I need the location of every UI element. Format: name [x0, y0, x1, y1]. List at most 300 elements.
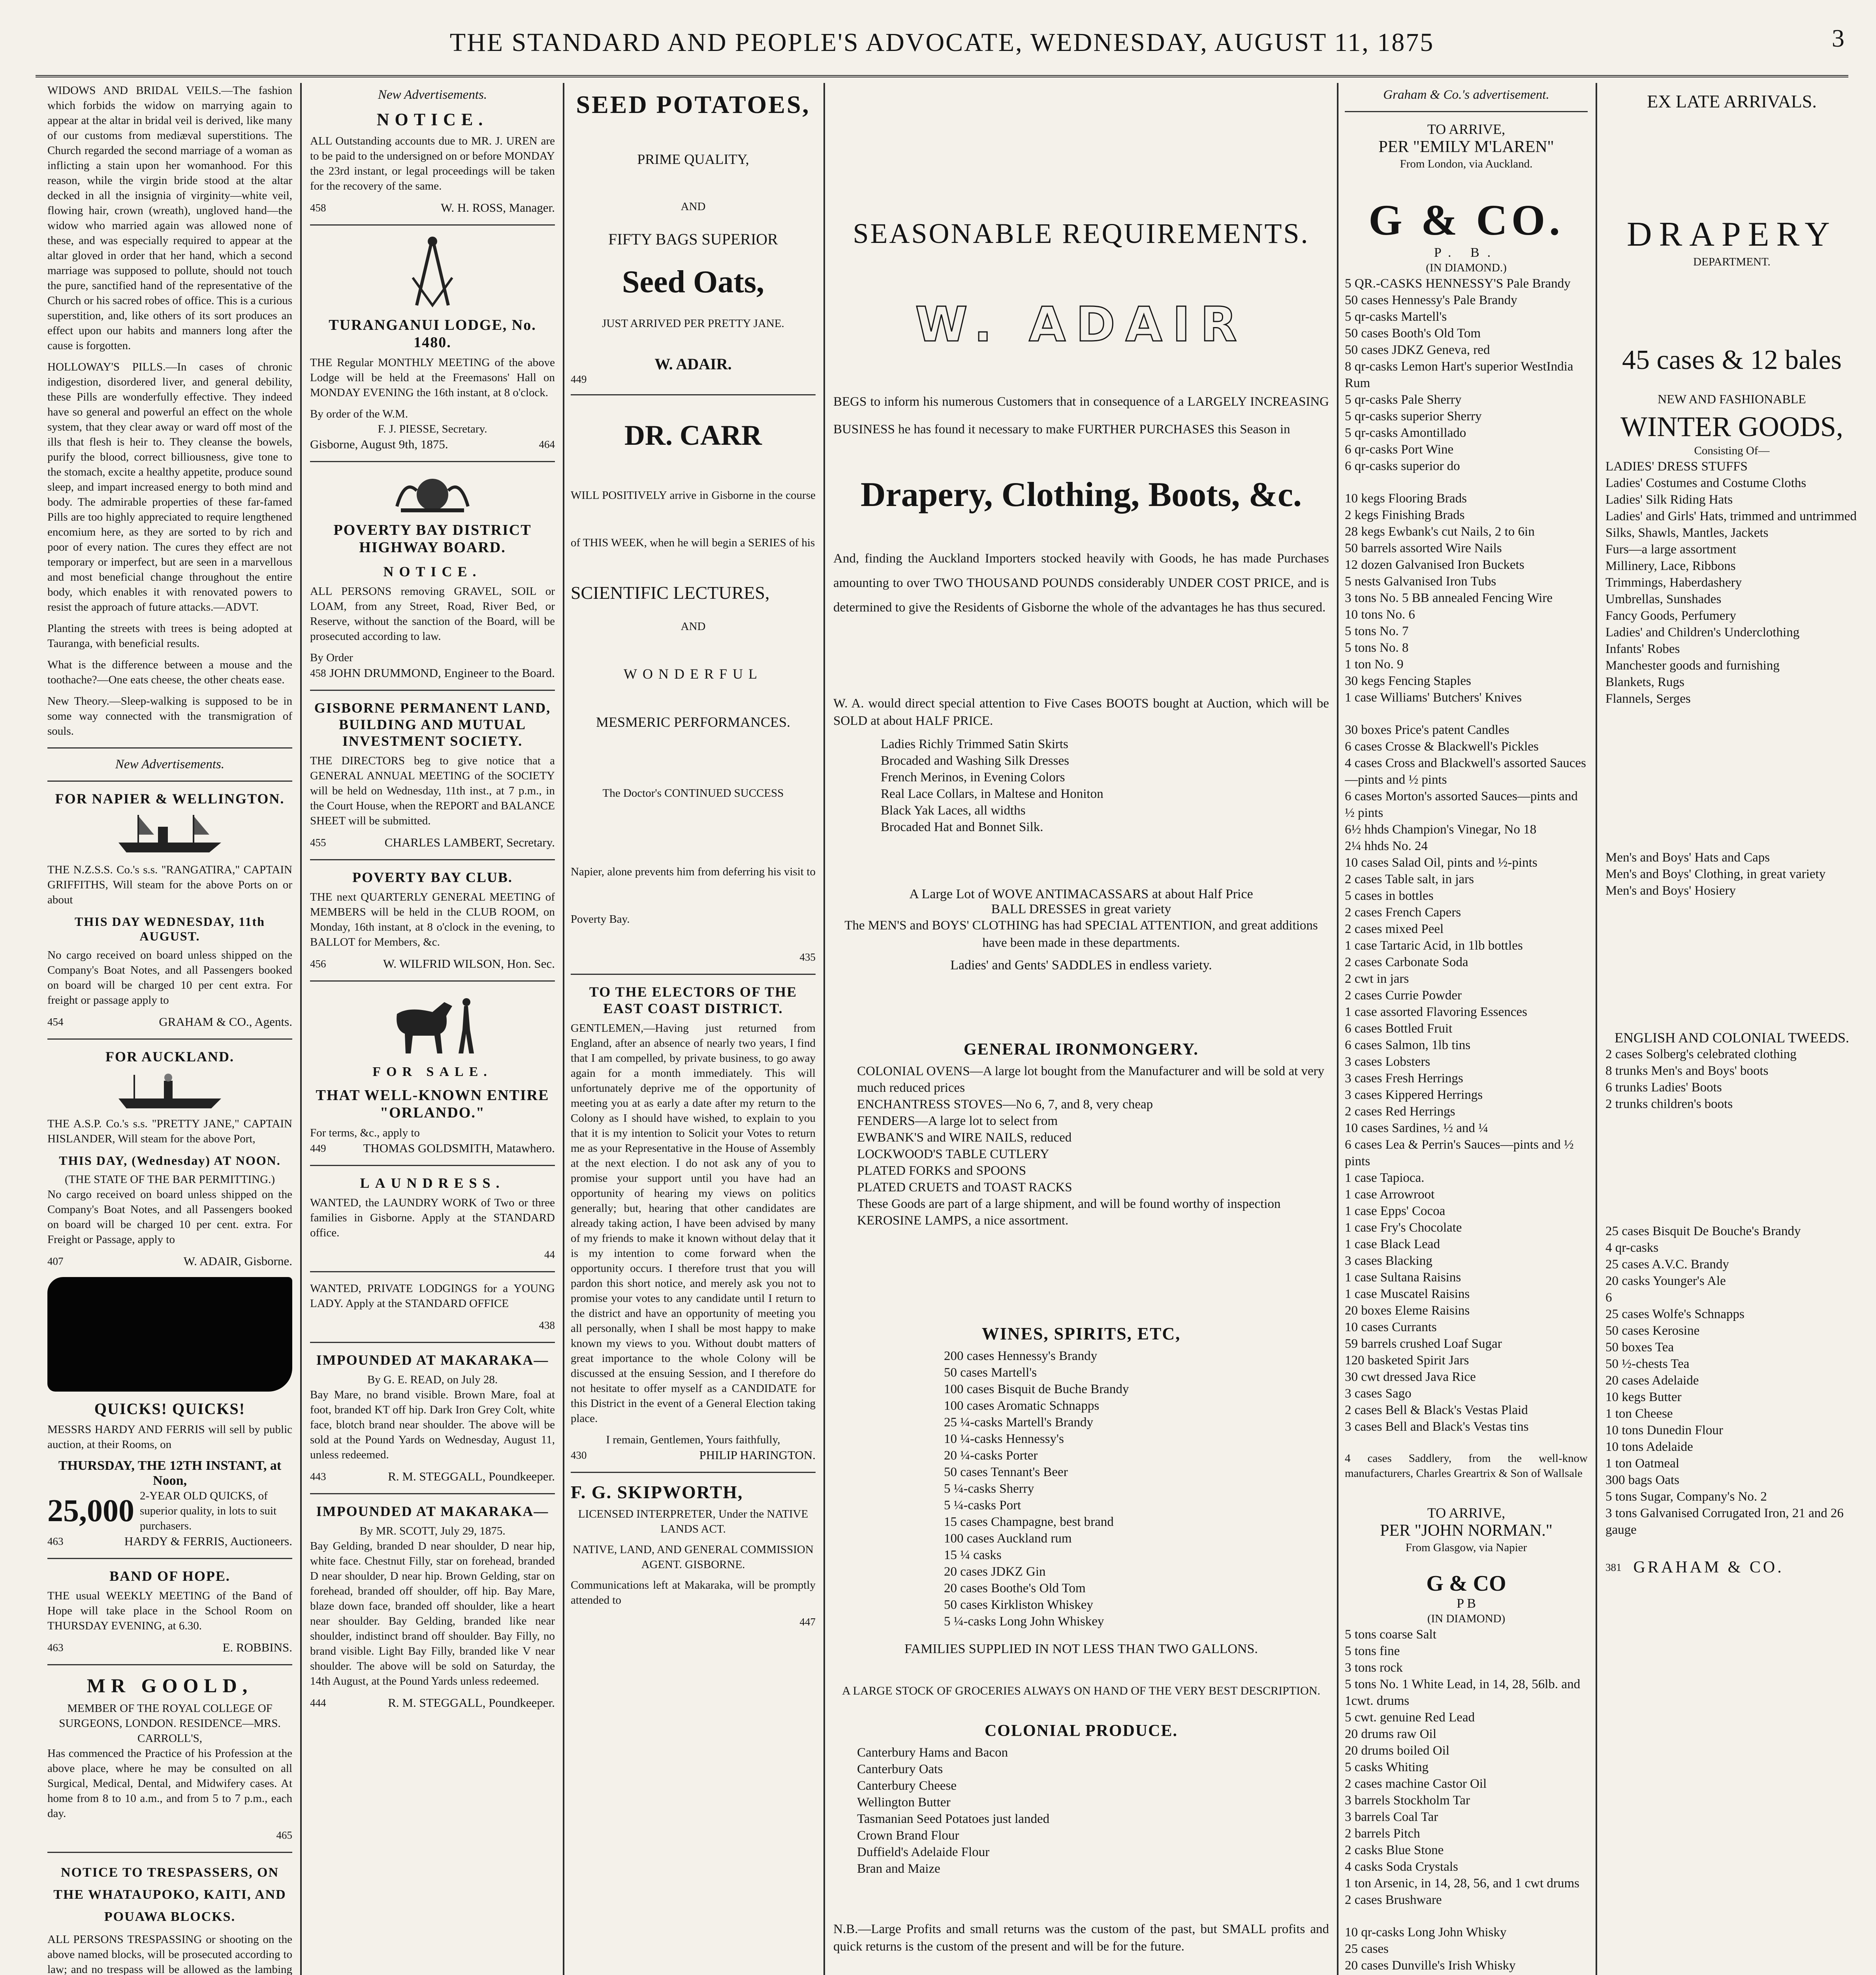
graham-pb: P. B.: [1434, 245, 1499, 260]
list-item: 5 tons No. 1 White Lead, in 14, 28, 56lb. and 1cwt. drums: [1345, 1677, 1581, 1708]
saddlery-text: 4 cases Saddlery, from the well-know manufacturers, Charles Greartrix & Son of Wallsale: [1345, 1452, 1588, 1480]
list-item: These Goods are part of a large shipment, and will be found worthy of inspection: [857, 1197, 1281, 1211]
column-4: [833, 83, 1329, 1975]
new-fashionable: NEW AND FASHIONABLE: [1658, 392, 1806, 406]
list-item: Men's and Boys' Hats and Caps: [1605, 850, 1770, 865]
hope-sign: E. ROBBINS.: [222, 1640, 292, 1654]
list-item: FENDERS—A large lot to select from: [857, 1114, 1058, 1128]
seed-and: AND: [680, 200, 706, 213]
consisting-of: Consisting Of—: [1694, 444, 1770, 457]
list-item: 50 cases Tennant's Beer: [944, 1465, 1068, 1479]
article-theory: New Theory.—Sleep-walking is supposed to be in some way connected with the transmigration of souls.: [47, 695, 292, 737]
auckland-bar: (THE STATE OF THE BAR PERMITTING.): [64, 1173, 275, 1186]
auckland-heading: FOR AUCKLAND.: [105, 1049, 234, 1065]
list-item: 1 case assorted Flavoring Essences: [1345, 1005, 1527, 1019]
list-item: 1 case Tartaric Acid, in 1lb bottles: [1345, 939, 1523, 953]
tweeds-list: [1605, 1046, 1858, 1112]
list-item: 5 qr-casks superior Sherry: [1345, 409, 1482, 423]
quicks-body: MESSRS HARDY AND FERRIS will sell by public auction, at their Rooms, on: [47, 1423, 292, 1451]
list-item: 1 case Epps' Cocoa: [1345, 1204, 1446, 1218]
tweeds-heading: ENGLISH AND COLONIAL TWEEDS.: [1615, 1030, 1849, 1046]
list-item: 6 qr-casks Port Wine: [1345, 442, 1454, 457]
column-rule: [823, 83, 825, 1975]
list-item: 1 case Muscatel Raisins: [1345, 1287, 1470, 1301]
oils-list: [1345, 1626, 1588, 1908]
list-item: 5 tons No. 7: [1345, 624, 1409, 638]
impound2-body: Bay Gelding, branded D near shoulder, D near hip, white face. Chestnut Filly, star on forehead, branded D near shoulder, D near hip. Brown Gelding, star on forehead, branded off shoulder, off hip. Bay Mare, blaze down face, branded off shoulder, like a heart near shoulder. Bay Gelding, branded like near shoulder, indistinct brand off shoulder. Bay Filly, no brand visible. Light Bay Filly, branded like V near shoulder. The above will be sold on Saturday, the 14th August, at the Pound Yards unless redeemed.: [310, 1540, 555, 1687]
ink-blot: [47, 1277, 292, 1392]
ad-number: 44: [544, 1249, 555, 1260]
graham-pb: P B: [1457, 1596, 1476, 1611]
list-item: Wellington Butter: [857, 1795, 951, 1809]
spirits-list: [1345, 275, 1588, 474]
graham-diamond: (IN DIAMOND): [1427, 1612, 1506, 1625]
masthead-title: THE STANDARD AND PEOPLE'S ADVOCATE, WEDNESDAY, AUGUST 11, 1875: [449, 28, 1434, 57]
clothing-text: The MEN'S and BOYS' CLOTHING has had SPECIAL ATTENTION, and great additions have been made in these departments.: [844, 918, 1318, 950]
list-item: Duffield's Adelaide Flour: [857, 1845, 990, 1859]
list-item: 10 tons Adelaide: [1605, 1440, 1693, 1454]
auckland-note: No cargo received on board unless shipped on the Company's Boat Notes, and all Passengers booked on board will be charged 10 per cent. extra. For Freight or Passage, apply to: [47, 1188, 292, 1246]
ad-number: 447: [799, 1616, 816, 1628]
list-item: 8 qr-casks Lemon Hart's superior WestIndia Rum: [1345, 359, 1573, 390]
ship-name: PER "EMILY M'LAREN": [1378, 138, 1554, 156]
drapery-list: [1605, 458, 1858, 707]
antimacassar-text: A Large Lot of WOVE ANTIMACASSARS at about Half Price: [909, 887, 1253, 901]
list-item: 5 casks Whiting: [1345, 1760, 1429, 1774]
ad-number: 463: [47, 1535, 64, 1547]
cases-heading: 45 cases & 12 bales: [1622, 345, 1842, 375]
list-item: 3 cases Fresh Herrings: [1345, 1071, 1463, 1085]
ironmongery-heading: GENERAL IRONMONGERY.: [964, 1040, 1199, 1059]
article-mouse: What is the difference between a mouse and the toothache?—One eats cheese, the other cheats ease.: [47, 658, 292, 686]
ad-number: 464: [539, 438, 555, 450]
board-body: ALL PERSONS removing GRAVEL, SOIL or LOAM, from any Street, Road, River Bed, or Reserve, without the sanction of the Board, will be prosecuted according to law.: [310, 585, 555, 643]
list-item: 20 ¼-casks Porter: [944, 1448, 1038, 1463]
lodge-by: By order of the W.M.: [310, 408, 408, 420]
list-item: Bran and Maize: [857, 1862, 940, 1876]
napier-body: THE N.Z.S.S. Co.'s s.s. "RANGATIRA," CAPTAIN GRIFFITHS, Will steam for the above Ports on or about: [47, 863, 292, 906]
seed-quality: PRIME QUALITY,: [637, 151, 749, 167]
graham-logo: G & CO: [1426, 1571, 1506, 1596]
mens-list: [1605, 849, 1858, 899]
list-item: 10 qr-casks Long John Whisky: [1345, 1925, 1507, 1939]
list-item: 8 trunks Men's and Boys' boots: [1605, 1064, 1769, 1078]
ad-number: 458: [310, 202, 326, 214]
list-item: Real Lace Collars, in Maltese and Honiton: [881, 787, 1103, 801]
ship-name: PER "JOHN NORMAN.": [1380, 1522, 1553, 1540]
carr-and: AND: [680, 620, 706, 633]
list-item: 20 cases Adelaide: [1605, 1373, 1699, 1388]
list-item: 3 tons rock: [1345, 1661, 1403, 1675]
list-item: 3 barrels Stockholm Tar: [1345, 1793, 1470, 1808]
list-item: Ladies' and Children's Underclothing: [1605, 625, 1800, 640]
list-item: Infants' Robes: [1605, 642, 1680, 656]
graham-header: Graham & Co.'s advertisement.: [1383, 88, 1549, 102]
list-item: 6 cases Bottled Fruit: [1345, 1021, 1453, 1036]
list-item: 5 QR.-CASKS HENNESSY'S Pale Brandy: [1345, 276, 1571, 291]
list-item: 3 cases Kippered Herrings: [1345, 1088, 1483, 1102]
list-item: 4 qr-casks: [1605, 1241, 1659, 1255]
graham-diamond: (IN DIAMOND.): [1426, 261, 1507, 274]
list-item: 50 cases Martell's: [944, 1366, 1037, 1380]
adair-logo: W. ADAIR: [915, 297, 1247, 352]
column-rule: [563, 83, 564, 1975]
list-item: 6 cases Morton's assorted Sauces—pints and ½ pints: [1345, 789, 1578, 820]
arrivals-heading: EX LATE ARRIVALS.: [1647, 91, 1817, 111]
list-item: 50 cases Hennessy's Pale Brandy: [1345, 293, 1517, 307]
article-planting: Planting the streets with trees is being adopted at Tauranga, with beneficial results.: [47, 622, 292, 650]
list-item: 50 barrels assorted Wire Nails: [1345, 541, 1502, 555]
hope-heading: BAND OF HOPE.: [109, 1568, 230, 1584]
list-item: 2 kegs Finishing Brads: [1345, 508, 1465, 522]
list-item: Canterbury Hams and Bacon: [857, 1746, 1008, 1760]
board-heading: POVERTY BAY DISTRICT HIGHWAY BOARD.: [333, 522, 532, 556]
list-item: 10 tons Dunedin Flour: [1605, 1423, 1723, 1437]
list-item: 2 cases Solberg's celebrated clothing: [1605, 1047, 1797, 1061]
list-item: 100 cases Bisquit de Buche Brandy: [944, 1382, 1129, 1396]
list-item: LADIES' DRESS STUFFS: [1605, 459, 1748, 474]
list-item: 5 qr-casks Martell's: [1345, 310, 1447, 324]
article-widows: WIDOWS AND BRIDAL VEILS.—The fashion which forbids the widow on marrying again to appear at the altar in bridal veil is derived, like many of our customs from mediæval superstitions. The Church regarded the second marriage of a woman as inflicting a stain upon her womanhood. For this reason, while the virgin bride stood at the altar decked in all the insignia of virginity—white veil, flowing hair, crown (wreath), ungloved hand—the widow who married again was allowed none of these, and was especially required to appear at the altar gloved in order that her hand, which a second marriage was supposed to pollute, should not touch the pure, sanctified hand of the representative of the Church or his sacred robes of office. This is a curious superstition, and, like others of its sort produces an effect upon our habits and manners long after the cause is forgotten.: [47, 84, 292, 352]
column-3: [571, 83, 816, 1975]
auckland-date: THIS DAY, (Wednesday) AT NOON.: [59, 1153, 281, 1168]
new-ads-heading: New Advertisements.: [115, 757, 225, 771]
list-item: 6 cases Salmon, 1lb tins: [1345, 1038, 1471, 1052]
ad-number: 435: [799, 951, 816, 963]
board-by: By Order: [310, 651, 353, 664]
whisky-list: [1345, 1924, 1588, 1975]
list-item: 50 cases JDKZ Geneva, red: [1345, 343, 1490, 357]
seed-arrived: JUST ARRIVED PER PRETTY JANE.: [602, 317, 784, 330]
ad-number: 438: [539, 1319, 555, 1331]
masonic-emblem-icon: [409, 234, 456, 309]
list-item: Men's and Boys' Hosiery: [1605, 884, 1736, 898]
wines-heading: WINES, SPIRITS, ETC,: [981, 1324, 1181, 1343]
napier-heading: FOR NAPIER & WELLINGTON.: [55, 791, 285, 807]
list-item: 5 tons No. 8: [1345, 641, 1409, 655]
list-item: 5 ¼-casks Port: [944, 1498, 1021, 1512]
ad-number: 456: [310, 958, 326, 970]
impound1-sign: R. M. STEGGALL, Poundkeeper.: [388, 1469, 555, 1483]
notice-body: ALL Outstanding accounts due to MR. J. UREN are to be paid to the undersigned on or before MONDAY the 23rd instant, or legal proceedings will be taken for the recovery of the same.: [310, 135, 555, 192]
list-item: 50 ½-chests Tea: [1605, 1357, 1690, 1371]
list-item: 28 kegs Ewbank's cut Nails, 2 to 6in: [1345, 525, 1535, 539]
department-heading: DEPARTMENT.: [1693, 256, 1771, 268]
list-item: 2 barrels Pitch: [1345, 1826, 1420, 1841]
ad-number: 381: [1605, 1561, 1622, 1573]
auckland-purchase: And, finding the Auckland Importers stocked heavily with Goods, he has made Purchases amounting to over TWO THOUSAND POUNDS considerably UNDER COST PRICE, and is determined to give the Residents of Gisborne the whole of the advantages he has thus secured.: [833, 551, 1329, 615]
list-item: 25 cases A.V.C. Brandy: [1605, 1257, 1729, 1272]
quicks-date: THURSDAY, THE 12TH INSTANT, at Noon,: [58, 1458, 282, 1488]
list-item: 1 ton Cheese: [1605, 1407, 1673, 1421]
goold-heading: MR GOOLD,: [86, 1674, 253, 1697]
list-item: 2 cases Brushware: [1345, 1893, 1442, 1907]
list-item: 1 case Black Lead: [1345, 1237, 1440, 1251]
impound2-heading: IMPOUNDED AT MAKARAKA—: [316, 1503, 549, 1519]
seed-heading: SEED POTATOES,: [576, 90, 810, 118]
list-item: 59 barrels crushed Loaf Sugar: [1345, 1337, 1502, 1351]
list-item: 10 ¼-casks Hennessy's: [944, 1432, 1064, 1446]
lodgings-body: WANTED, PRIVATE LODGINGS for a YOUNG LADY. Apply at the STANDARD OFFICE: [310, 1282, 555, 1310]
board-sign: JOHN DRUMMOND, Engineer to the Board.: [329, 666, 555, 680]
groceries-text: A LARGE STOCK OF GROCERIES ALWAYS ON HAND OF THE VERY BEST DESCRIPTION.: [842, 1684, 1320, 1697]
winter-goods: WINTER GOODS,: [1620, 411, 1843, 442]
list-item: Furs—a large assortment: [1605, 542, 1737, 557]
seed-sign: W. ADAIR.: [654, 355, 732, 373]
list-item: 1 ton Oatmeal: [1605, 1456, 1679, 1471]
electors-body: GENTLEMEN,—Having just returned from England, after an absence of nearly two years, I find that I am compelled, by private business, to go away again for a month immediately. This will unfortunately deprive me of the opportunity of meeting you at as early a date after my return to the Colony as I should have wished, to explain to you that it is my intention to Solicit your Votes to return me as your Representative in the House of Assembly at the next election. I do not ask any of you to promise your support until you have had an opportunity of hearing my views on politics generally; but, hearing that other candidates are already taking action, I have been advised by many of my friends to make it known without delay that it is my intention to come forward when the opportunity occurs. I therefore trust that you will pardon this short notice, and merely ask you not to promise your votes to any candidate until I return to the district and have an opportunity of meeting you all personally, when I shall be most happy to make known my views to you. Without doubt matters of great importance to the whole Colony will be discussed at the ensuing Session, and I therefore do not hesitate to offer myself as a CANDIDATE for this District in the event of a General Election taking place.: [571, 1022, 816, 1425]
list-item: 5 cwt. genuine Red Lead: [1345, 1710, 1475, 1725]
list-item: Canterbury Cheese: [857, 1779, 957, 1793]
steamship-icon: [111, 811, 229, 858]
list-item: KEROSINE LAMPS, a nice assortment.: [857, 1213, 1069, 1228]
list-item: 5 ¼-casks Long John Whiskey: [944, 1614, 1104, 1629]
napier-sign: GRAHAM & CO., Agents.: [159, 1015, 292, 1029]
sale-body: THAT WELL-KNOWN ENTIRE "ORLANDO.": [316, 1087, 549, 1121]
list-item: Black Yak Laces, all widths: [881, 803, 1026, 818]
impound2-sign: R. M. STEGGALL, Poundkeeper.: [388, 1696, 555, 1710]
list-item: 100 cases Aromatic Schnapps: [944, 1399, 1100, 1413]
lodge-date: Gisborne, August 9th, 1875.: [310, 437, 448, 451]
list-item: 1 case Fry's Chocolate: [1345, 1221, 1462, 1235]
column-5: [1345, 83, 1588, 1975]
list-item: Flannels, Serges: [1605, 692, 1691, 706]
list-item: Silks, Shawls, Mantles, Jackets: [1605, 526, 1769, 540]
list-item: 10 kegs Flooring Brads: [1345, 491, 1467, 506]
list-item: 30 cwt dressed Java Rice: [1345, 1370, 1476, 1384]
list-item: 5 nests Galvanised Iron Tubs: [1345, 574, 1496, 589]
list-item: 3 cases Lobsters: [1345, 1055, 1430, 1069]
list-item: 10 kegs Butter: [1605, 1390, 1682, 1404]
drapery-heading: DRAPERY: [1627, 215, 1837, 254]
column-rule: [1337, 83, 1338, 1975]
skip-agent: NATIVE, LAND, AND GENERAL COMMISSION AGENT. GISBORNE.: [573, 1543, 814, 1571]
list-item: 2 cases French Capers: [1345, 905, 1461, 920]
sale-sign: THOMAS GOLDSMITH, Matawhero.: [363, 1141, 555, 1155]
notice-heading: NOTICE.: [376, 110, 489, 129]
list-item: 20 cases Boothe's Old Tom: [944, 1581, 1086, 1595]
trespass-heading: NOTICE TO TRESPASSERS, ON THE WHATAUPOKO, KAITI, AND POUAWA BLOCKS.: [53, 1865, 286, 1924]
trespass-body: ALL PERSONS TRESPASSING or shooting on the above named blocks, will be prosecuted according to law; and no trespass will be allowed as the lambing: [47, 1933, 292, 1975]
families-text: FAMILIES SUPPLIED IN NOT LESS THAN TWO GALLONS.: [904, 1642, 1258, 1656]
list-item: Ladies' Silk Riding Hats: [1605, 493, 1733, 507]
list-item: 6 cases Lea & Perrin's Sauces—pints and ½ pints: [1345, 1138, 1574, 1168]
ad-number: 443: [310, 1471, 326, 1482]
impound1-by: By G. E. READ, on July 28.: [367, 1373, 498, 1386]
society-heading: GISBORNE PERMANENT LAND, BUILDING AND MUTUAL INVESTMENT SOCIETY.: [314, 700, 551, 749]
list-item: 2 casks Blue Stone: [1345, 1843, 1444, 1857]
carr-heading: DR. CARR: [624, 419, 762, 451]
seasonable-heading: SEASONABLE REQUIREMENTS.: [853, 218, 1310, 249]
list-item: 5 tons coarse Salt: [1345, 1627, 1436, 1642]
steamship-icon: [111, 1069, 229, 1112]
lodge-sign: F. J. PIESSE, Secretary.: [378, 423, 487, 435]
goold-body: Has commenced the Practice of his Profession at the above place, where he may be consulted on all Surgical, Medical, Dental, and Midwifery cases. At home from 8 to 10 a.m., and from 5 to 7 p.m., each day.: [47, 1747, 292, 1820]
column-rule: [300, 83, 302, 1975]
column-rule: [1596, 83, 1597, 1975]
list-item: 3 cases Bell and Black's Vestas tins: [1345, 1420, 1529, 1434]
list-item: Brocaded and Washing Silk Dresses: [881, 754, 1069, 768]
list-item: 4 cases Cross and Blackwell's assorted Sauces—pints and ½ pints: [1345, 756, 1586, 787]
list-item: 5 qr-casks Amontillado: [1345, 426, 1466, 440]
laundress-heading: LAUNDRESS.: [360, 1175, 505, 1191]
list-item: 30 boxes Price's patent Candles: [1345, 723, 1509, 737]
list-item: ENCHANTRESS STOVES—No 6, 7, and 8, very cheap: [857, 1097, 1153, 1112]
list-item: 5 qr-casks Pale Sherry: [1345, 393, 1462, 407]
list-item: Ladies Richly Trimmed Satin Skirts: [881, 737, 1068, 751]
colonial-heading: COLONIAL PRODUCE.: [984, 1722, 1178, 1740]
list-item: Millinery, Lace, Ribbons: [1605, 559, 1736, 573]
electors-heading: TO THE ELECTORS OF THE EAST COAST DISTRICT.: [589, 984, 797, 1016]
list-item: 2 cases Currie Powder: [1345, 988, 1462, 1003]
auckland-body: THE A.S.P. Co.'s s.s. "PRETTY JANE," CAPTAIN HISLANDER, Will steam for the above Port,: [47, 1117, 292, 1145]
groceries-list: [1345, 722, 1588, 1435]
list-item: PLATED FORKS and SPOONS: [857, 1164, 1026, 1178]
ironmongery-list: [833, 1063, 1329, 1229]
quicks-quantity: 25,000: [47, 1493, 134, 1528]
society-sign: CHARLES LAMBERT, Secretary.: [384, 835, 555, 849]
list-item: 6 cases Crosse & Blackwell's Pickles: [1345, 739, 1539, 754]
list-item: 2 cases Red Herrings: [1345, 1104, 1455, 1119]
list-item: 100 cases Auckland rum: [944, 1531, 1072, 1546]
society-body: THE DIRECTORS beg to give notice that a GENERAL ANNUAL MEETING of the SOCIETY will be held on Wednesday, 11th inst., at 7 p.m., in the Court House, when the REPORT and BALANCE SHEET will be submitted.: [310, 754, 555, 827]
article-holloway: HOLLOWAY'S PILLS.—In cases of chronic indigestion, disordered liver, and general debility, these Pills are wonderfully effective. They indeed have so general and powerful an effect on the whole system, that they clear away or ward off most of the ills that flesh is heir to. They cleanse the bowels, purify the blood, correct billiousness, give tone to the stomach, excite a healthy appetite, produce sound sleep, and impart increased energy to both mind and body. The admirable properties of these far-famed Pills are too highly appreciated to require lengthened encomium here, as they are sorted to by rich and poor of every nation. The cures they effect are not temporary or imperfect, but are seen in a marvellous and most beneficial change throughout the entire body, which enables it with renovated powers to resist the approach of future attacks.—ADVT.: [47, 361, 292, 613]
ad-number: 444: [310, 1697, 326, 1709]
electors-sign: PHILIP HARINGTON.: [699, 1448, 816, 1462]
list-item: 2¼ hhds No. 24: [1345, 839, 1428, 853]
column-6: [1605, 83, 1858, 1975]
ad-number: 458: [310, 667, 326, 679]
list-item: 5 tons Sugar, Company's No. 2: [1605, 1490, 1767, 1504]
napier-note: No cargo received on board unless shipped on the Company's Boat Notes, and all Passengers booked on board will be charged 10 per cent extra. For freight or passage apply to: [47, 949, 292, 1006]
sale-heading: FOR SALE.: [372, 1065, 492, 1079]
list-item: 25 ¼-casks Martell's Brandy: [944, 1415, 1094, 1430]
list-item: 50 cases Kerosine: [1605, 1324, 1700, 1338]
notice-sign: W. H. ROSS, Manager.: [440, 201, 555, 214]
list-item: 3 barrels Coal Tar: [1345, 1810, 1438, 1824]
list-item: 1 case Sultana Raisins: [1345, 1270, 1461, 1285]
lodge-body: THE Regular MONTHLY MEETING of the above Lodge will be held at the Freemasons' Hall on MONDAY EVENING the 16th instant, at 8 o'clock.: [310, 356, 555, 399]
ship-origin: From London, via Auckland.: [1400, 158, 1533, 170]
hardware-list: [1345, 490, 1588, 706]
list-item: 6 trunks Ladies' Boots: [1605, 1080, 1722, 1095]
ad-number: 449: [310, 1142, 326, 1154]
list-item: 3 cases Blacking: [1345, 1254, 1432, 1268]
page-number: 3: [1832, 24, 1844, 52]
list-item: 1 case Williams' Butchers' Knives: [1345, 690, 1522, 705]
club-heading: POVERTY BAY CLUB.: [352, 869, 513, 885]
list-item: 10 tons No. 6: [1345, 608, 1415, 622]
auckland-sign: W. ADAIR, Gisborne.: [183, 1254, 292, 1268]
list-item: 1 ton No. 9: [1345, 657, 1404, 672]
ad-number: 454: [47, 1016, 64, 1028]
list-item: Tasmanian Seed Potatoes just landed: [857, 1812, 1050, 1826]
list-item: 25 cases: [1345, 1942, 1389, 1956]
colonial-list: [833, 1744, 1329, 1877]
list-item: 10 cases Currants: [1345, 1320, 1437, 1334]
board-notice: NOTICE.: [383, 564, 482, 579]
list-item: 1 case Arrowroot: [1345, 1187, 1435, 1202]
skip-heading: F. G. SKIPWORTH,: [571, 1482, 743, 1502]
carr-napier: Napier, alone prevents him from deferring his visit to Poverty Bay.: [571, 865, 816, 925]
list-item: 2 cases machine Castor Oil: [1345, 1777, 1487, 1791]
list-item: 3 tons Galvanised Corrugated Iron, 21 and 26 gauge: [1605, 1506, 1844, 1537]
list-item: 3 cases Sago: [1345, 1386, 1412, 1401]
list-item: 2 cwt in jars: [1345, 972, 1409, 986]
laundress-body: WANTED, the LAUNDRY WORK of Two or three families in Gisborne. Apply at the STANDARD office.: [310, 1196, 555, 1239]
list-item: Men's and Boys' Clothing, in great variety: [1605, 867, 1826, 881]
list-item: 2 cases Table salt, in jars: [1345, 872, 1474, 886]
quicks-heading: QUICKS! QUICKS!: [94, 1400, 246, 1418]
list-item: 10 cases Sardines, ½ and ¼: [1345, 1121, 1488, 1135]
list-item: Manchester goods and furnishing: [1605, 658, 1780, 673]
carr-lectures: SCIENTIFIC LECTURES,: [571, 583, 770, 603]
list-item: PLATED CRUETS and TOAST RACKS: [857, 1180, 1072, 1194]
carr-body: WILL POSITIVELY arrive in Gisborne in the course of THIS WEEK, when he will begin a SERIES of his: [571, 489, 816, 549]
list-item: 1 case Tapioca.: [1345, 1171, 1425, 1185]
list-item: Ladies' Costumes and Costume Cloths: [1605, 476, 1806, 490]
list-item: 20 drums boiled Oil: [1345, 1744, 1449, 1758]
list-item: Crown Brand Flour: [857, 1828, 959, 1843]
column-2: [310, 83, 555, 1975]
saddles-text: Ladies' and Gents' SADDLES in endless variety.: [950, 958, 1212, 972]
ad-number: 407: [47, 1255, 64, 1267]
club-body: THE next QUARTERLY GENERAL MEETING of MEMBERS will be held in the CLUB ROOM, on Monday, 16th instant, at 8 o'clock in the evening, to BALLOT for Members, &c.: [310, 891, 555, 948]
list-item: 50 cases Booth's Old Tom: [1345, 326, 1481, 340]
seed-bags: FIFTY BAGS SUPERIOR: [608, 230, 778, 248]
seed-oats: Seed Oats,: [622, 265, 764, 299]
quicks-desc: 2-YEAR OLD QUICKS, of superior quality, in lots to suit purchasers.: [140, 1490, 277, 1532]
list-item: Canterbury Oats: [857, 1762, 943, 1776]
nb-text: N.B.—Large Profits and small returns was the custom of the past, but SMALL profits and quick returns is the custom of the present and will be for the future.: [833, 1922, 1329, 1954]
wines-list: [833, 1348, 1329, 1630]
list-item: 20 drums raw Oil: [1345, 1727, 1436, 1741]
skip-sub: LICENSED INTERPRETER, Under the NATIVE LANDS ACT.: [578, 1508, 808, 1535]
list-item: 50 cases Kirkliston Whiskey: [944, 1598, 1093, 1612]
carr-wonderful: WONDERFUL: [624, 666, 763, 682]
column-1: [47, 83, 292, 1975]
dresses-list: [833, 736, 1329, 835]
electors-close: I remain, Gentlemen, Yours faithfully,: [606, 1433, 780, 1446]
list-item: 6 qr-casks superior do: [1345, 459, 1460, 473]
list-item: 300 bags Oats: [1605, 1473, 1679, 1487]
list-item: Blankets, Rugs: [1605, 675, 1684, 689]
sale-terms: For terms, &c., apply to: [310, 1127, 420, 1139]
list-item: 4 casks Soda Crystals: [1345, 1860, 1458, 1874]
coat-of-arms-icon: [389, 471, 476, 514]
ad-number: 455: [310, 837, 326, 848]
carr-success: The Doctor's CONTINUED SUCCESS: [602, 787, 784, 799]
list-item: 15 ¼ casks: [944, 1548, 1002, 1562]
list-item: COLONIAL OVENS—A large lot bought from the Manufacturer and will be sold at very much reduced prices: [857, 1064, 1325, 1095]
list-item: Ladies' and Girls' Hats, trimmed and untrimmed: [1605, 509, 1857, 523]
list-item: 25 cases Bisquit De Bouche's Brandy: [1605, 1224, 1801, 1238]
list-item: 10 cases Salad Oil, pints and ½-pints: [1345, 856, 1538, 870]
list-item: 20 boxes Eleme Raisins: [1345, 1304, 1470, 1318]
list-item: 2 cases Bell & Black's Vestas Plaid: [1345, 1403, 1528, 1417]
ad-number: 430: [571, 1449, 587, 1461]
list-item: 6½ hhds Champion's Vinegar, No 18: [1345, 822, 1537, 837]
list-item: EWBANK'S and WIRE NAILS, reduced: [857, 1130, 1072, 1145]
list-item: 5 cases in bottles: [1345, 889, 1434, 903]
skip-body: Communications left at Makaraka, will be promptly attended to: [571, 1579, 816, 1606]
lodge-heading: TURANGANUI LODGE, No. 1480.: [329, 317, 536, 351]
list-item: 12 dozen Galvanised Iron Buckets: [1345, 558, 1524, 572]
list-item: French Merinos, in Evening Colors: [881, 770, 1065, 784]
list-item: 2 trunks children's boots: [1605, 1097, 1733, 1111]
list-item: 1 ton Arsenic, in 14, 28, 56, and 1 cwt drums: [1345, 1876, 1579, 1890]
list-item: Umbrellas, Sunshades: [1605, 592, 1722, 606]
